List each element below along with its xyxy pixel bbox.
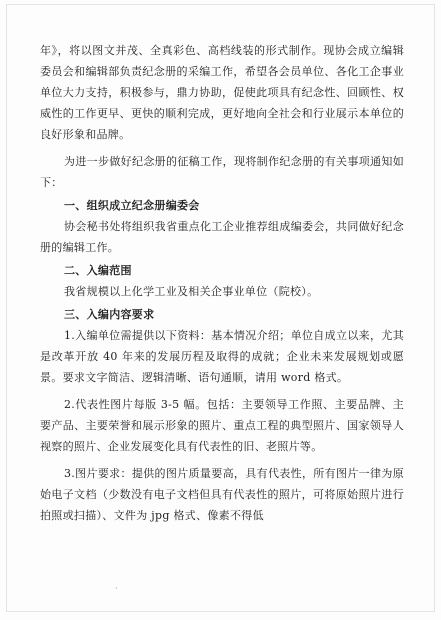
document-body	[40, 40, 404, 526]
paragraph-section-2: 我省规模以上化学工业及相关企事业单位（院校）。	[64, 285, 319, 298]
paragraph-section-1: 协会秘书处将组织我省重点化工企业推荐组成编委会，共同做好纪念册的编辑工作。	[40, 220, 404, 254]
scan-mark: ·	[115, 584, 118, 593]
paragraph-item-3: 3.图片要求：提供的图片质量要高，具有代表性，所有图片一律为原始电子文档（少数没有电子文档但具有代表性的照片，可将原始照片进行拍照或扫描）、文件为 jpg 格式、像素不得低	[40, 467, 404, 522]
paragraph-notice: 为进一步做好纪念册的征稿工作，现将制作纪念册的有关事项通知如下：	[40, 155, 404, 189]
section-heading-1: 一、组织成立纪念册编委会	[64, 199, 200, 212]
paragraph-item-2: 2.代表性图片每版 3-5 幅。包括：主要领导工作照、主要品牌、主要产品、主要荣誉和展示形象的照片、重点工程的典型照片、国家领导人视察的照片、企业发展变化具有代表性的旧、老照片等。	[40, 398, 404, 453]
paragraph-item-1: 1.入编单位需提供以下资料：基本情况介绍；单位自成立以来，尤其是改革开放 40 年来的发展历程及取得的成就；企业未来发展规划或愿景。要求文字简洁、逻辑清晰、语句通顺，请用 word 格式。	[40, 329, 404, 384]
section-heading-3: 三、入编内容要求	[64, 308, 155, 321]
paragraph-intro: 年》，将以图文并茂、全真彩色、高档线装的形式制作。现协会成立编辑委员会和编辑部负责纪念册的采编工作，希望各会员单位、各化工企事业单位大力支持，积极参与，鼎力协助，促使此项具有纪念性、回顾性、权威性的工作更早、更快的顺利完成，更好地向全社会和行业展示本单位的良好形象和品牌。	[40, 44, 404, 141]
section-heading-2: 二、入编范围	[64, 264, 132, 277]
